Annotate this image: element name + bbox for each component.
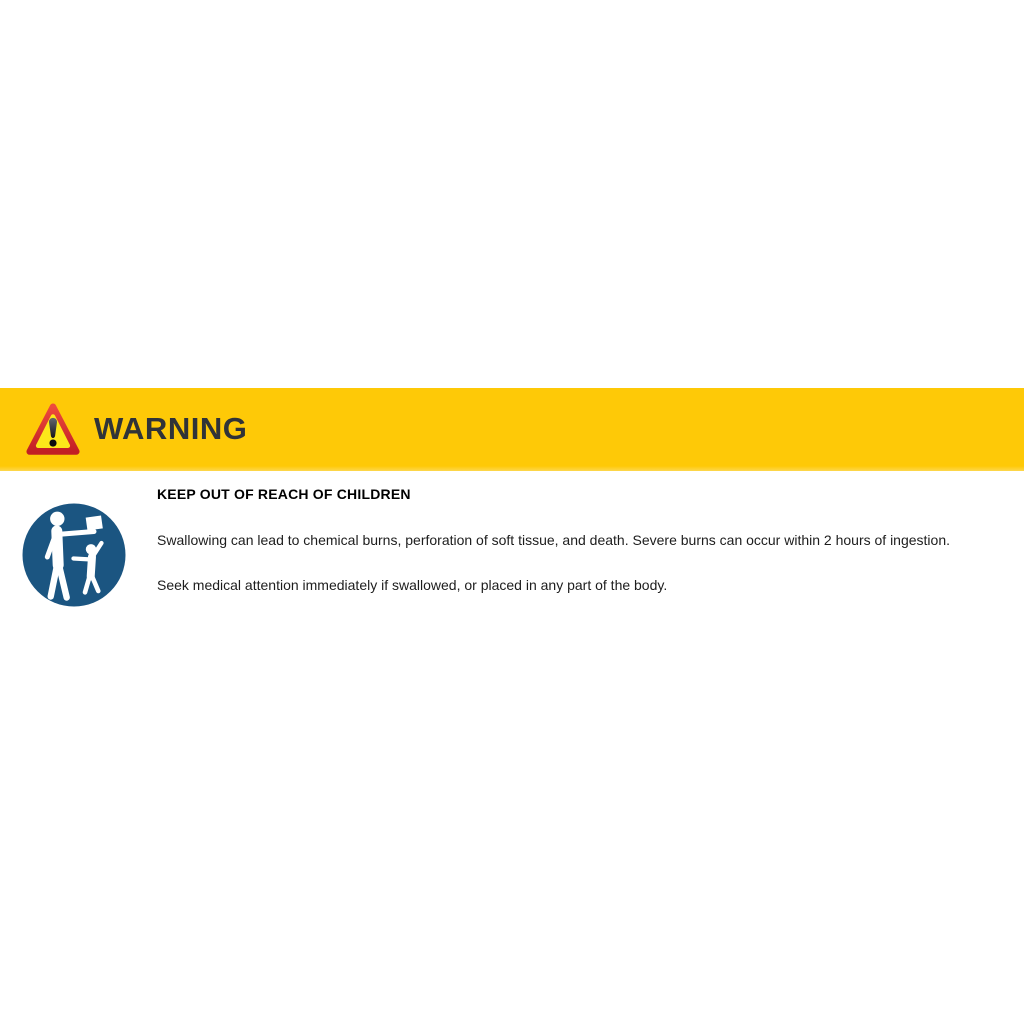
seek-medical-attention-text: Seek medical attention immediately if swallowed, or placed in any part of the body.: [157, 577, 668, 593]
swallowing-hazard-text: Swallowing can lead to chemical burns, perforation of soft tissue, and death. Severe burns can occur within 2 hours of ingestion.: [157, 532, 951, 548]
keep-out-of-reach-of-children-icon: [22, 503, 126, 607]
warning-text-block: [157, 485, 1024, 595]
warning-content: [22, 485, 1024, 607]
keep-out-of-reach-heading: KEEP OUT OF REACH OF CHILDREN: [157, 486, 411, 502]
warning-triangle-icon: [26, 401, 80, 459]
warning-banner-title: WARNING: [94, 411, 248, 446]
warning-banner: [0, 388, 1024, 471]
